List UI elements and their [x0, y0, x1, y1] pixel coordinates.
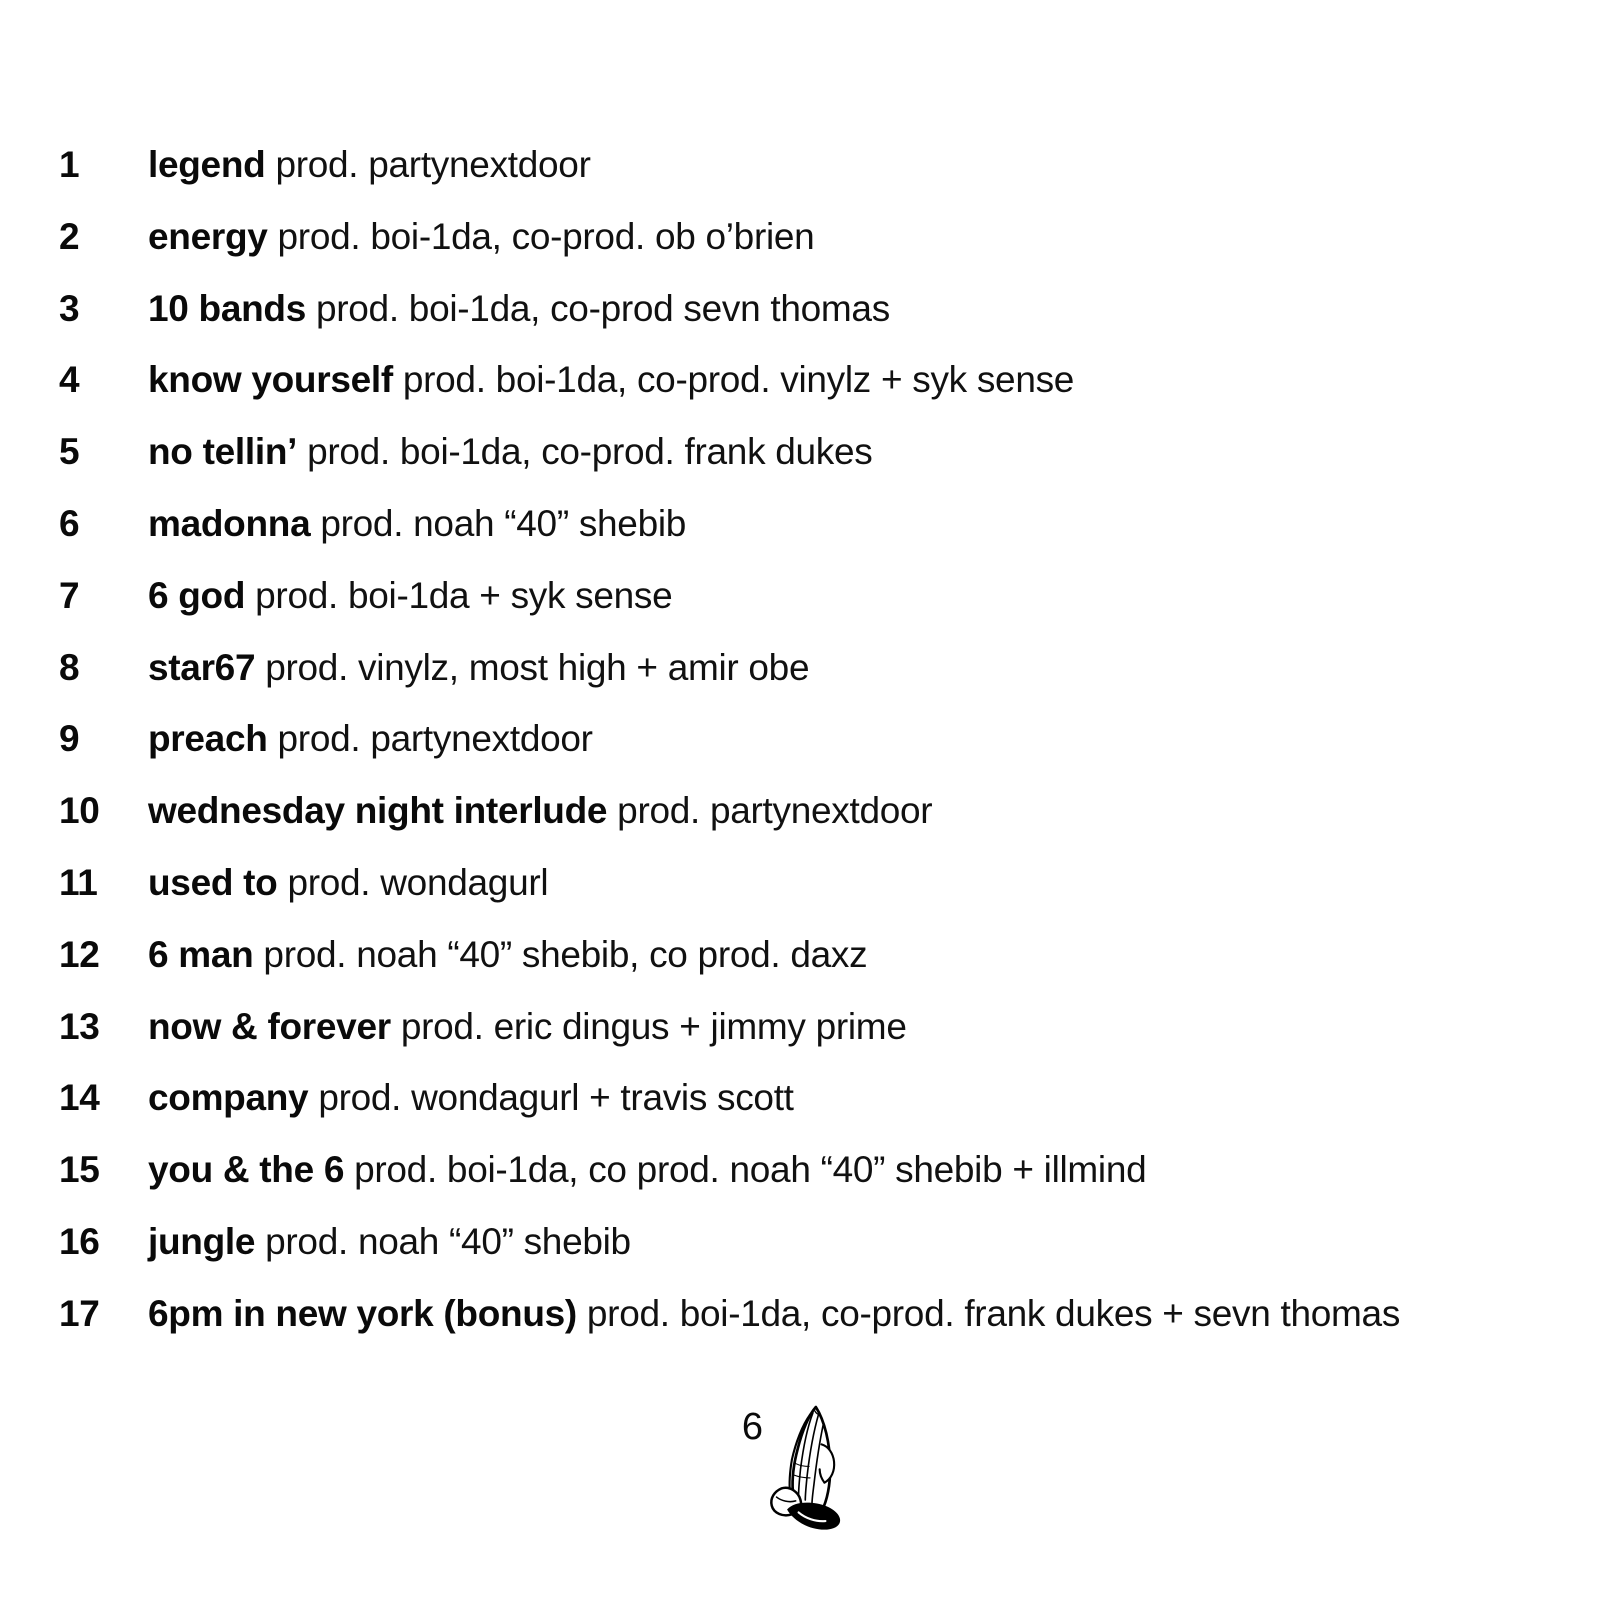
track-title: madonna: [148, 502, 311, 544]
track-title: preach: [148, 718, 268, 760]
track-number: 6: [59, 502, 80, 544]
track-row: [0, 576, 1600, 648]
track-number: 16: [59, 1220, 100, 1262]
track-credits: prod. partynextdoor: [275, 144, 591, 185]
track-row: [0, 504, 1600, 576]
track-row: [0, 1078, 1600, 1150]
track-title: wednesday night interlude: [148, 790, 608, 832]
track-credits: prod. eric dingus + jimmy prime: [400, 1005, 907, 1047]
track-title: 6pm in new york (bonus): [148, 1292, 577, 1334]
track-row: [0, 1294, 1600, 1366]
track-row: [0, 935, 1600, 1007]
praying-hands-icon: [766, 1404, 858, 1548]
track-number: 2: [59, 215, 80, 257]
track-number: 5: [59, 431, 80, 473]
track-row: [0, 648, 1600, 720]
track-title: company: [148, 1077, 309, 1119]
track-number: 10: [59, 790, 100, 832]
track-credits: prod. wondagurl: [287, 861, 549, 903]
track-title: used to: [148, 861, 278, 903]
track-text: [148, 1007, 907, 1048]
track-title: star67: [148, 646, 256, 688]
track-row: [0, 432, 1600, 504]
track-row: [0, 217, 1600, 289]
track-text: [148, 289, 890, 330]
track-text: [148, 935, 867, 976]
track-title: 6 man: [148, 933, 254, 975]
track-credits: prod. noah “40” shebib: [265, 1220, 631, 1262]
track-text: [148, 504, 686, 545]
track-number: 9: [59, 718, 80, 760]
track-title: energy: [148, 215, 268, 257]
page-footer: [0, 1404, 1600, 1548]
track-credits: prod. boi-1da, co-prod. ob o’brien: [277, 215, 815, 257]
track-number: 17: [59, 1292, 100, 1334]
track-title: no tellin’: [148, 431, 298, 473]
track-title: jungle: [148, 1220, 256, 1262]
track-title: know yourself: [148, 359, 393, 401]
track-text: [148, 1078, 794, 1119]
track-row: [0, 791, 1600, 863]
track-title: 10 bands: [148, 287, 306, 329]
track-credits: prod. noah “40” shebib, co prod. daxz: [263, 933, 868, 975]
track-number: 11: [59, 861, 98, 903]
track-row: [0, 719, 1600, 791]
track-credits: prod. partynextdoor: [617, 790, 933, 832]
track-text: [148, 863, 548, 904]
page-number: 6: [741, 1406, 764, 1448]
track-row: [0, 1150, 1600, 1222]
track-credits: prod. wondagurl + travis scott: [318, 1077, 794, 1119]
track-credits: prod. boi-1da + syk sense: [255, 574, 673, 616]
track-row: [0, 1007, 1600, 1079]
track-title: now & forever: [148, 1005, 391, 1047]
track-text: [148, 145, 591, 186]
track-number: 8: [59, 646, 80, 688]
track-row: [0, 1222, 1600, 1294]
track-credits: prod. boi-1da, co-prod. frank dukes + sevn thomas: [586, 1292, 1401, 1334]
track-title: 6 god: [148, 574, 246, 616]
track-credits: prod. boi-1da, co prod. noah “40” shebib + illmind: [354, 1149, 1147, 1191]
track-text: [148, 1222, 631, 1263]
track-text: [148, 360, 1074, 401]
tracklist: [0, 145, 1600, 1366]
track-credits: prod. boi-1da, co-prod sevn thomas: [315, 287, 890, 329]
track-number: 12: [59, 933, 100, 975]
track-text: [148, 1150, 1146, 1191]
track-number: 14: [59, 1077, 100, 1119]
track-number: 13: [59, 1005, 100, 1047]
track-number: 1: [59, 144, 80, 185]
track-row: [0, 863, 1600, 935]
track-row: [0, 289, 1600, 361]
track-text: [148, 576, 672, 617]
track-credits: prod. partynextdoor: [277, 718, 593, 760]
track-number: 15: [59, 1149, 100, 1191]
track-text: [148, 648, 809, 689]
track-text: [148, 791, 932, 832]
track-credits: prod. vinylz, most high + amir obe: [265, 646, 810, 688]
track-title: legend: [148, 144, 266, 185]
track-text: [148, 719, 593, 760]
track-number: 3: [59, 287, 80, 329]
track-number: 4: [59, 359, 80, 401]
track-text: [148, 1294, 1400, 1335]
track-credits: prod. boi-1da, co-prod. vinylz + syk sense: [402, 359, 1075, 401]
track-number: 7: [59, 574, 80, 616]
track-title: you & the 6: [148, 1149, 345, 1191]
track-credits: prod. boi-1da, co-prod. frank dukes: [307, 431, 873, 473]
track-row: [0, 360, 1600, 432]
track-text: [148, 432, 872, 473]
track-credits: prod. noah “40” shebib: [320, 502, 687, 544]
track-text: [148, 217, 814, 258]
track-row: [0, 145, 1600, 217]
